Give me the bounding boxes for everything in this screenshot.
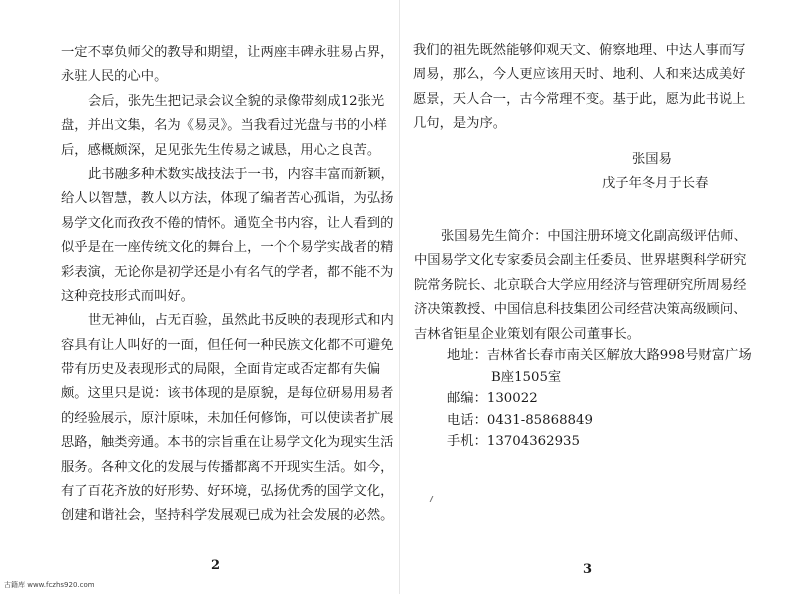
text-line: 给人以智慧，教人以方法，体现了编者苦心孤诣，为弘扬	[61, 191, 394, 207]
signature-name: 张国易	[632, 152, 672, 167]
text-line: 似乎是在一座传统文化的舞台上，一个个易学实战者的精	[61, 240, 394, 256]
postcode-label: 邮编：	[447, 391, 487, 407]
postcode-value: 130022	[486, 391, 538, 407]
footer-watermark: 古籍库 www.fczhs920.com	[4, 581, 95, 589]
address-row	[447, 345, 752, 367]
text-line: 吉林省钜星企业策划有限公司董事长。	[414, 326, 641, 342]
author-bio	[414, 225, 747, 347]
text-line: 容具有让人叫好的一面，但任何一种民族文化都不可避免	[61, 337, 394, 353]
text-line: 院常务院长、北京联合大学应用经济与管理研究所周易经	[414, 277, 747, 293]
phone-row	[447, 410, 752, 432]
text-line: 几句，是为序。	[413, 116, 507, 132]
text-line: 彩表演，无论你是初学还是小有名气的学者，都不能不为	[61, 264, 394, 280]
text-line: 永驻人民的心中。	[61, 69, 168, 85]
mobile-label: 手机：	[447, 434, 487, 450]
phone-label: 电话：	[447, 412, 487, 428]
text-line: 颇。这里只是说：该书体现的是原貌，是每位研易用易者	[61, 386, 394, 402]
text-line: 世无神仙，占无百验，虽然此书反映的表现形式和内	[88, 313, 394, 329]
text-line: 盘，并出文集，名为《易灵》。当我看过光盘与书的小样	[61, 118, 387, 134]
text-line: 中国易学文化专家委员会副主任委员、世界堪舆科学研究	[414, 253, 747, 269]
page-number-right: 3	[583, 562, 593, 577]
address-label: 地址：	[447, 348, 487, 363]
text-line: 一定不辜负师父的教导和期望，让两座丰碑永驻易占界，	[61, 45, 394, 60]
text-line: 张国易先生简介：中国注册环境文化副高级评估师、	[441, 229, 747, 244]
text-line: 带有历史及表现形式的局限，全面肯定或否定都有失偏	[61, 362, 381, 378]
signature-date: 戊子年冬月于长春	[602, 176, 709, 191]
text-line: 思路，触类旁通。本书的宗旨重在让易学文化为现实生活	[61, 435, 394, 451]
address-line-2: B座1505室	[491, 369, 562, 385]
left-page-body	[61, 41, 394, 529]
mobile-row	[447, 431, 752, 453]
text-line: 创建和谐社会，坚持科学发展观已成为社会发展的必然。	[61, 508, 394, 524]
mobile-value: 13704362935	[486, 434, 580, 450]
page-number-left: 2	[211, 558, 221, 573]
text-line: 此书融多种术数实战技法于一书，内容丰富而新颖，	[88, 166, 394, 182]
text-line: 的经验展示，原汁原味，未加任何修饰，可以使读者扩展	[61, 410, 394, 426]
text-line: 有了百花齐放的好形势、好环境，弘扬优秀的国学文化，	[61, 484, 394, 500]
right-page	[400, 0, 793, 594]
text-line: 这种竞技形式而叫好。	[61, 288, 194, 304]
text-line: 易学文化而孜孜不倦的情怀。通览全书内容，让人看到的	[61, 215, 394, 231]
text-line: 周易，那么，今人更应该用天时、地利、人和来达成美好	[413, 67, 746, 83]
text-line: 会后，张先生把记录会议全貌的录像带刻成12张光	[88, 93, 385, 109]
text-line: 愿景，天人合一，古今常理不变。基于此，愿为此书说上	[413, 91, 746, 107]
address-line-1: 吉林省长春市南关区解放大路998号财富广场	[486, 348, 752, 363]
preface-ending	[413, 39, 745, 137]
contact-block	[447, 345, 752, 453]
text-line: 济决策教授、中国信息科技集团公司经营决策高级顾问、	[414, 302, 747, 318]
phone-value: 0431-85868849	[486, 412, 593, 428]
address-row-continued	[447, 367, 752, 389]
postcode-row	[447, 388, 752, 410]
text-line: 我们的祖先既然能够仰观天文、俯察地理、中达人事而写	[413, 43, 746, 58]
text-line: 后，感概颇深，足见张先生传易之诚恳，用心之良苦。	[61, 142, 381, 158]
text-line: 服务。各种文化的发展与传播都离不开现实生活。如今，	[61, 459, 394, 475]
